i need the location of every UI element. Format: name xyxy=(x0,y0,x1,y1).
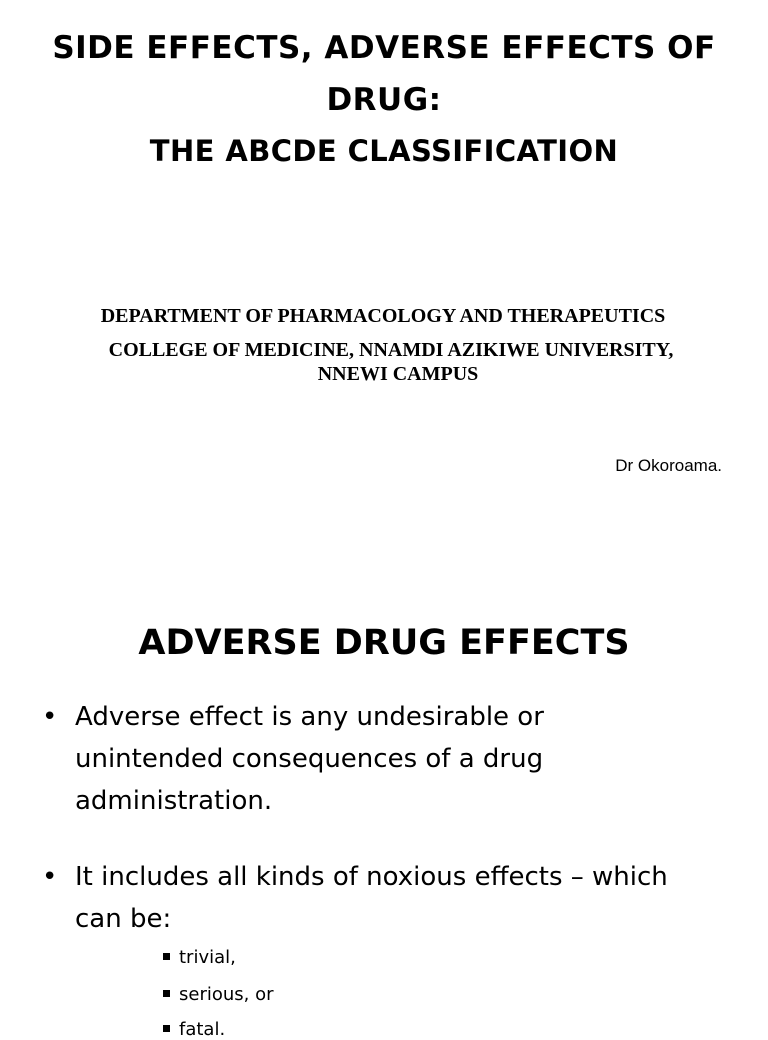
square-bullet-icon xyxy=(163,990,170,997)
sub-bullet-item xyxy=(163,1019,225,1040)
square-bullet-icon xyxy=(163,953,170,960)
content-slide xyxy=(0,575,768,1040)
slide-title-line-2: DRUG: xyxy=(326,82,442,118)
bullet-text xyxy=(75,696,715,822)
bullet-text xyxy=(75,856,715,940)
bullet-line: Adverse effect is any undesirable or xyxy=(75,702,544,732)
sub-bullet-text: fatal. xyxy=(179,1019,226,1040)
bullet-line: can be: xyxy=(75,904,172,934)
bullet-icon: • xyxy=(42,862,58,892)
bullet-line: administration. xyxy=(75,786,273,816)
department-name: DEPARTMENT OF PHARMACOLOGY AND THERAPEUTICS xyxy=(100,305,666,327)
college-name: COLLEGE OF MEDICINE, NNAMDI AZIKIWE UNIVERSITY, xyxy=(108,339,674,361)
sub-bullet-text: trivial, xyxy=(179,947,236,968)
slide-heading: ADVERSE DRUG EFFECTS xyxy=(138,623,630,663)
sub-bullet-item xyxy=(163,984,274,1005)
bullet-line: unintended consequences of a drug xyxy=(75,744,544,774)
sub-bullet-text: serious, or xyxy=(179,984,274,1005)
square-bullet-icon xyxy=(163,1025,170,1032)
sub-bullet-item xyxy=(163,947,236,968)
slide-subtitle: THE ABCDE CLASSIFICATION xyxy=(149,134,619,168)
campus-name: NNEWI CAMPUS xyxy=(317,363,479,385)
author-name: Dr Okoroama. xyxy=(615,456,722,475)
slide-title-line-1: SIDE EFFECTS, ADVERSE EFFECTS OF xyxy=(52,30,716,66)
bullet-line: It includes all kinds of noxious effects – which xyxy=(75,862,668,892)
bullet-icon: • xyxy=(42,702,58,732)
